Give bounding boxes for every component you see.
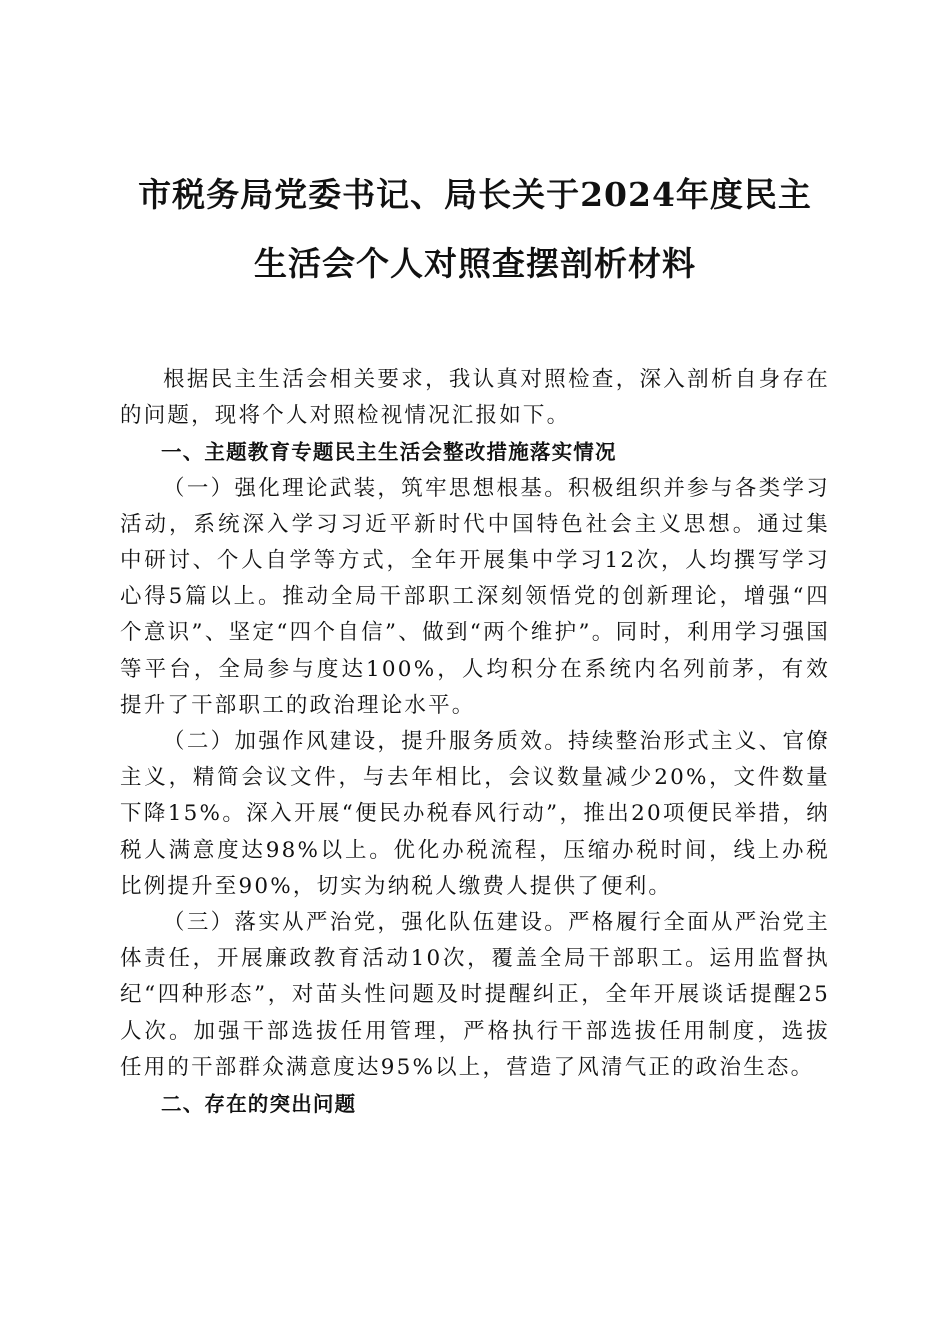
section-heading-2: 二、存在的突出问题 [161, 1092, 357, 1117]
subsection-paragraph-3: （三）落实从严治党，强化队伍建设。严格履行全面从严治党主体责任，开展廉政教育活动10次，覆盖全局干部职工。运用监督执纪“四种形态”，对苗头性问题及时提醒纠正，全年开展谈话提醒25人次。加强干部选拔任用管理，严格执行干部选拔任用制度，选拔任用的干部群众满意度达95%以上，营造了风清气正的政治生态。 [120, 910, 830, 1080]
document-title-line-2: 生活会个人对照查摆剖析材料 [254, 244, 696, 283]
subsection-paragraph-2: （二）加强作风建设，提升服务质效。持续整治形式主义、官僚主义，精简会议文件，与去年相比，会议数量减少20%，文件数量下降15%。深入开展“便民办税春风行动”，推出20项便民举措，纳税人满意度达98%以上。优化办税流程，压缩办税时间，线上办税比例提升至90%，切实为纳税人缴费人提供了便利。 [120, 729, 830, 899]
intro-paragraph: 根据民主生活会相关要求，我认真对照检查，深入剖析自身存在的问题，现将个人对照检视情况汇报如下。 [120, 367, 830, 429]
document-body [120, 362, 830, 1122]
document-title-line-1: 市税务局党委书记、局长关于2024年度民主 [138, 175, 812, 214]
subsection-paragraph-1: （一）强化理论武装，筑牢思想根基。积极组织并参与各类学习活动，系统深入学习习近平新时代中国特色社会主义思想。通过集中研讨、个人自学等方式，全年开展集中学习12次，人均撰写学习心得5篇以上。推动全局干部职工深刻领悟党的创新理论，增强“四个意识”、坚定“四个自信”、做到“两个维护”。同时，利用学习强国等平台，全局参与度达100%，人均积分在系统内名列前茅，有效提升了干部职工的政治理论水平。 [120, 475, 830, 718]
section-heading-1: 一、主题教育专题民主生活会整改措施落实情况 [161, 440, 617, 465]
